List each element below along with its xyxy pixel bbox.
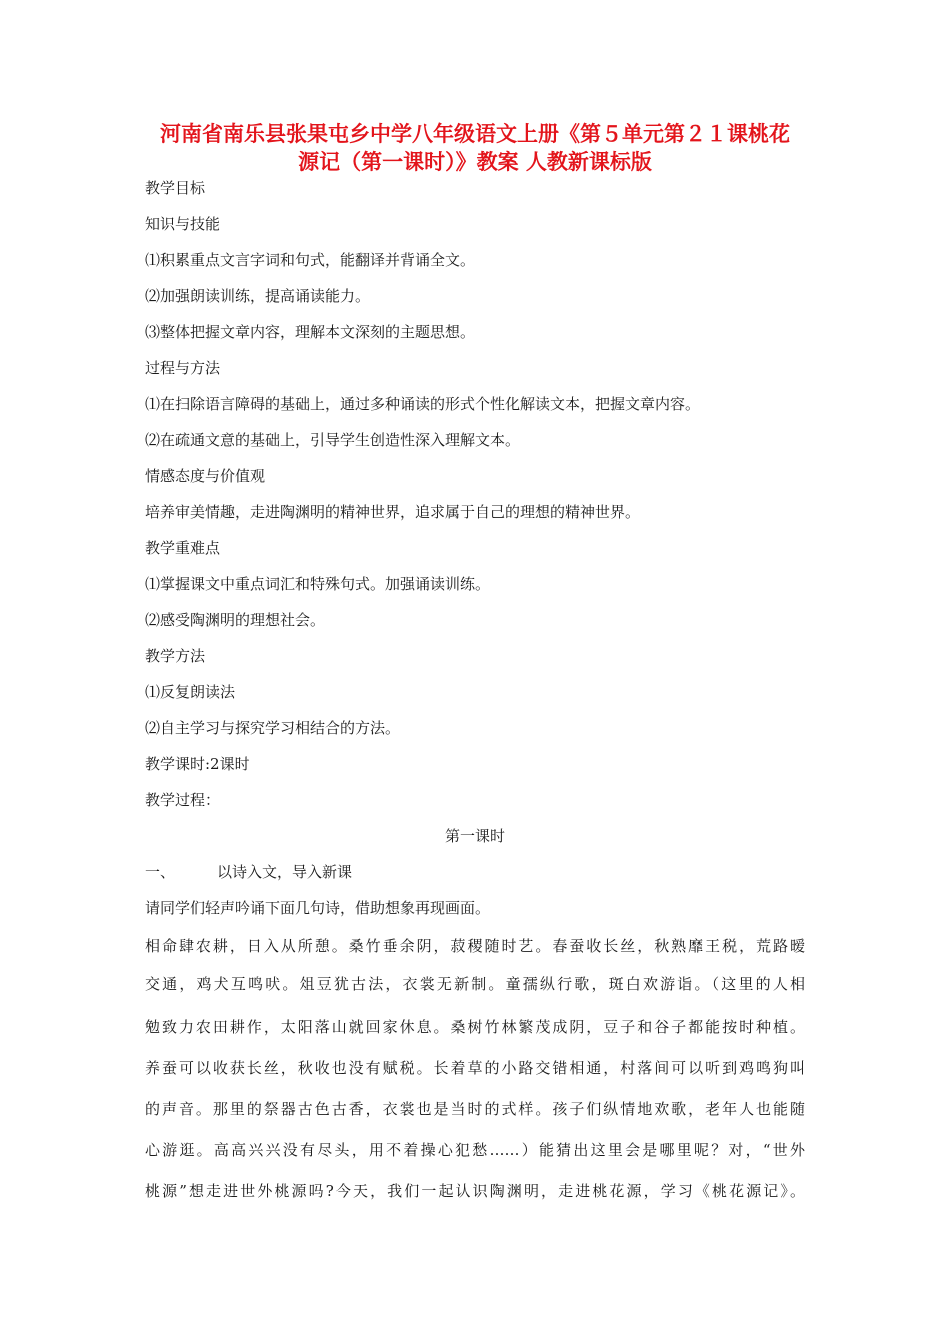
heading-emotion-values: 情感态度与价值观 <box>145 467 266 485</box>
list-item: ⑵感受陶渊明的理想社会。 <box>145 611 326 629</box>
step-text: 以诗入文，导入新课 <box>217 863 353 881</box>
poem-line: 心游逛。高高兴兴没有尽头，用不着操心犯愁……）能猜出这里会是哪里呢？对，“世外 <box>145 1141 805 1159</box>
title-line-1: 河南省南乐县张果屯乡中学八年级语文上册《第５单元第２１课桃花 <box>160 122 790 146</box>
heading-teaching-goals: 教学目标 <box>145 179 206 197</box>
intro-paragraph: 请同学们轻声吟诵下面几句诗，借助想象再现画面。 <box>145 899 491 917</box>
poem-line: 交通，鸡犬互鸣吠。俎豆犹古法，衣裳无新制。童孺纵行歌，斑白欢游诣。（这里的人相 <box>145 975 805 993</box>
step-number: 一、 <box>145 863 176 881</box>
step-heading <box>145 861 352 882</box>
heading-key-difficulties: 教学重难点 <box>145 539 221 557</box>
heading-knowledge-skills: 知识与技能 <box>145 215 221 233</box>
title-line-2: 源记（第一课时）》教案 人教新课标版 <box>298 150 652 174</box>
list-item: ⑴掌握课文中重点词汇和特殊句式。加强诵读训练。 <box>145 575 491 593</box>
list-item: ⑵自主学习与探究学习相结合的方法。 <box>145 719 401 737</box>
list-item: ⑴积累重点文言字词和句式，能翻译并背诵全文。 <box>145 251 476 269</box>
poem-line: 相命肆农耕，日入从所憩。桑竹垂余阴，菽稷随时艺。春蚕收长丝，秋熟靡王税，荒路暧 <box>145 937 805 955</box>
poem-line: 勉致力农田耕作，太阳落山就回家休息。桑树竹林繁茂成阴，豆子和谷子都能按时种植。 <box>145 1018 805 1036</box>
poem-line: 的声音。那里的祭器古色古香，衣裳也是当时的式样。孩子们纵情地欢歌，老年人也能随 <box>145 1100 805 1118</box>
list-item: ⑴在扫除语言障碍的基础上，通过多种诵读的形式个性化解读文本，把握文章内容。 <box>145 395 701 413</box>
paragraph: 培养审美情趣，走进陶渊明的精神世界，追求属于自己的理想的精神世界。 <box>145 503 641 521</box>
heading-teaching-methods: 教学方法 <box>145 647 206 665</box>
list-item: ⑶整体把握文章内容，理解本文深刻的主题思想。 <box>145 323 476 341</box>
document-title <box>150 120 800 176</box>
poem-line: 养蚕可以收获长丝，秋收也没有赋税。长着草的小路交错相通，村落间可以听到鸡鸣狗叫 <box>145 1059 805 1077</box>
list-item: ⑵加强朗读训练，提高诵读能力。 <box>145 287 371 305</box>
heading-teaching-process: 教学过程： <box>145 791 221 809</box>
list-item: ⑴反复朗读法 <box>145 683 236 701</box>
section-heading: 第一课时 <box>444 827 505 845</box>
class-hours: 教学课时:2课时 <box>145 755 250 773</box>
poem-line: 桃源”想走进世外桃源吗?今天，我们一起认识陶渊明，走进桃花源，学习《桃花源记》。 <box>145 1182 805 1200</box>
list-item: ⑵在疏通文意的基础上，引导学生创造性深入理解文本。 <box>145 431 521 449</box>
heading-process-method: 过程与方法 <box>145 359 221 377</box>
